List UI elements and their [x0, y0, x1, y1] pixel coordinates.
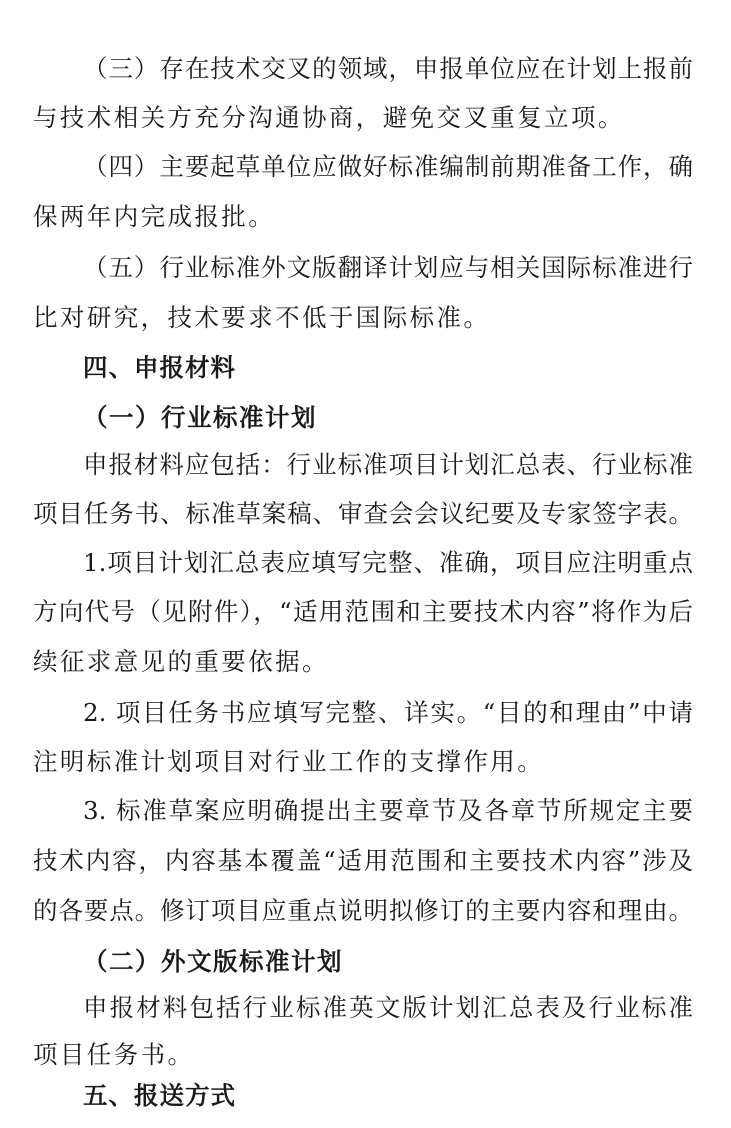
item-3-line-2: 技术内容，内容基本覆盖“适用范围和主要技术内容”涉及	[33, 846, 693, 875]
item-3-line-1: 3. 标准草案应明确提出主要章节及各章节所规定主要	[83, 796, 693, 825]
paragraph-4-line-2: 保两年内完成报批。	[33, 202, 276, 231]
item-3-line-3: 的各要点。修订项目应重点说明拟修订的主要内容和理由。	[33, 896, 693, 925]
section-4-2-body-line-2: 项目任务书。	[33, 1040, 195, 1069]
section-4-1-intro-line-1: 申报材料应包括：行业标准项目计划汇总表、行业标准	[83, 450, 693, 479]
paragraph-3-line-2: 与技术相关方充分沟通协商，避免交叉重复立项。	[33, 103, 625, 132]
paragraph-5-line-1: （五）行业标准外文版翻译计划应与相关国际标准进行	[83, 253, 693, 282]
item-2-line-2: 注明标准计划项目对行业工作的支撑作用。	[33, 747, 545, 776]
item-1-line-3: 续征求意见的重要依据。	[33, 647, 329, 676]
paragraph-5-line-2: 比对研究，技术要求不低于国际标准。	[33, 303, 491, 332]
paragraph-4-line-1: （四）主要起草单位应做好标准编制前期准备工作，确	[83, 152, 693, 181]
section-4-1-intro-line-2: 项目任务书、标准草案稿、审查会会议纪要及专家签字表。	[33, 499, 693, 528]
paragraph-3-line-1: （三）存在技术交叉的领域，申报单位应在计划上报前	[83, 54, 693, 83]
item-1-line-1: 1.项目计划汇总表应填写完整、准确，项目应注明重点	[83, 548, 693, 577]
item-2-line-1: 2. 项目任务书应填写完整、详实。“目的和理由”中请	[83, 698, 693, 727]
section-5-heading: 五、报送方式	[83, 1081, 236, 1110]
section-4-2-heading: （二）外文版标准计划	[83, 947, 343, 976]
item-1-line-2: 方向代号（见附件），“适用范围和主要技术内容”将作为后	[33, 597, 693, 626]
section-4-2-body-line-1: 申报材料包括行业标准英文版计划汇总表及行业标准	[83, 993, 693, 1022]
section-4-1-heading: （一）行业标准计划	[83, 403, 317, 432]
section-4-heading: 四、申报材料	[83, 353, 236, 382]
